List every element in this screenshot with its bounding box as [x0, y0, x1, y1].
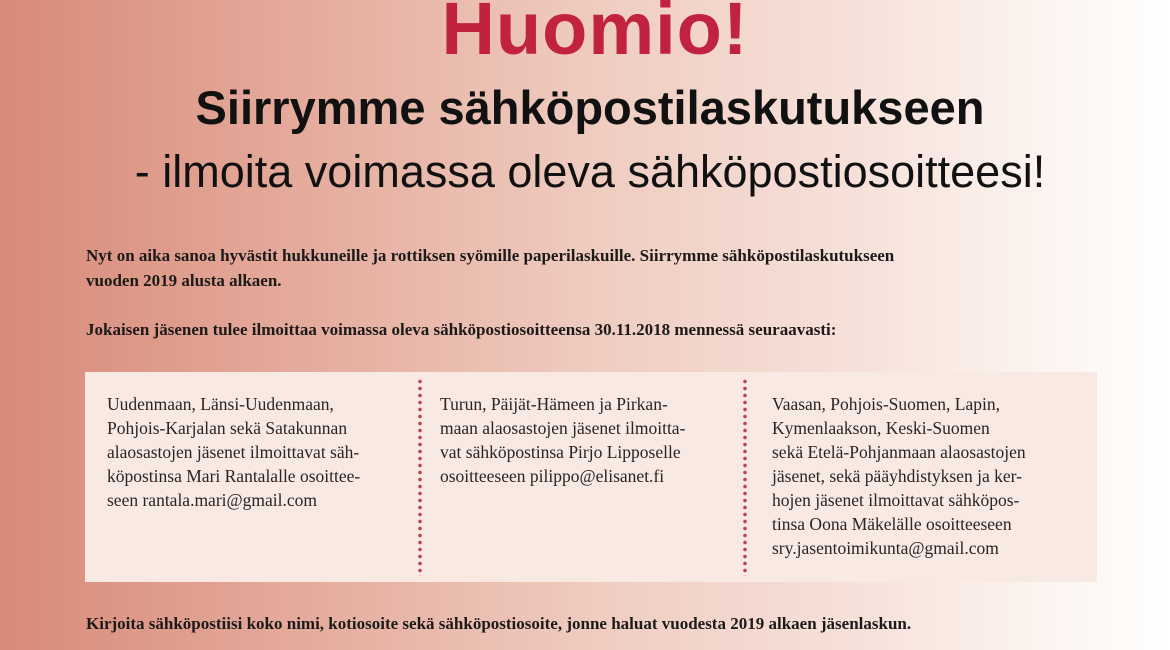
column-north: [772, 392, 1026, 560]
dotted-divider: [418, 378, 422, 576]
contact-box: [85, 372, 1097, 582]
column-line: alaosastojen jäsenet ilmoittavat säh-: [107, 442, 360, 462]
column-line: Kymenlaakson, Keski-Suomen: [772, 418, 990, 438]
column-line: Vaasan, Pohjois-Suomen, Lapin,: [772, 394, 1000, 414]
column-line: vat sähköpostinsa Pirjo Lipposelle: [440, 442, 681, 462]
column-line: seen rantala.mari@gmail.com: [107, 490, 317, 510]
column-southwest: [440, 392, 685, 488]
column-line: köpostinsa Mari Rantalalle osoittee-: [107, 466, 361, 486]
column-line: Pohjois-Karjalan sekä Satakunnan: [107, 418, 348, 438]
column-line: maan alaosastojen jäsenet ilmoitta-: [440, 418, 686, 438]
column-line: jäsenet, sekä pääyhdistyksen ja ker-: [772, 466, 1022, 486]
column-line: tinsa Oona Mäkelälle osoitteeseen: [772, 514, 1012, 534]
page-title: Huomio!: [441, 0, 749, 70]
instruction-text: Jokaisen jäsenen tulee ilmoittaa voimassa oleva sähköpostiosoitteensa 30.11.2018 mennessä seuraavasti:: [86, 320, 837, 339]
page-subtitle: Siirrymme sähköpostilaskutukseen: [195, 81, 985, 134]
column-line: Turun, Päijät-Hämeen ja Pirkan-: [440, 394, 668, 414]
footer-text: Kirjoita sähköpostiisi koko nimi, kotiosoite sekä sähköpostiosoite, jonne haluat vuodesta 2019 alkaen jäsenlaskun.: [86, 614, 912, 633]
column-south: [107, 392, 360, 512]
intro-line: Nyt on aika sanoa hyvästit hukkuneille ja rottiksen syömille paperilaskuille. Siirrymme sähköpostilaskutukseen: [86, 246, 895, 265]
dotted-divider: [743, 378, 747, 576]
intro-paragraph: [86, 243, 894, 293]
intro-line: vuoden 2019 alusta alkaen.: [86, 271, 282, 290]
column-line: hojen jäsenet ilmoittavat sähköpos-: [772, 490, 1020, 510]
column-line: osoitteeseen pilippo@elisanet.fi: [440, 466, 665, 486]
tagline: - ilmoita voimassa oleva sähköpostiosoitteesi!: [134, 146, 1046, 197]
column-line: sekä Etelä-Pohjanmaan alaosastojen: [772, 442, 1026, 462]
column-line: sry.jasentoimikunta@gmail.com: [772, 538, 999, 558]
column-line: Uudenmaan, Länsi-Uudenmaan,: [107, 394, 334, 414]
